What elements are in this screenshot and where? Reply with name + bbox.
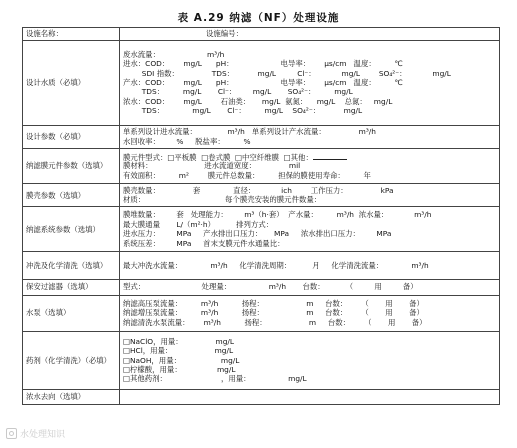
row-line: □HCl，用量： mg/L [123, 346, 234, 356]
other-type-blank[interactable] [313, 152, 347, 160]
row-label: 纳滤系统参数（选填） [23, 207, 120, 252]
row-line: 材质： 每个膜壳安装的膜元件数量： [123, 195, 322, 205]
row-line: 单系列设计进水流量： m³/h 单系列设计产水流量： m³/h [123, 127, 376, 137]
watermark [6, 427, 65, 440]
row-label: 药剂（化学清洗）（必填） [23, 331, 120, 389]
row-line: 纳滤清洗水泵流量： m³/h 扬程： m 台数： （ 用 备） [123, 317, 427, 327]
table-row [23, 40, 500, 125]
table-row [23, 390, 500, 405]
row-content [120, 125, 500, 148]
table-row [23, 207, 500, 252]
row-line: SDI 指数： TDS： mg/L Cl⁻： mg/L SO₄²⁻： mg/L [123, 68, 451, 78]
row-line: □NaOH，用量： mg/L [123, 355, 240, 365]
table-row [23, 331, 500, 389]
row-line: 最大冲洗水流量： m³/h 化学清洗周期： 月 化学清洗流量： m³/h [123, 260, 429, 270]
camera-icon [6, 428, 17, 439]
row-label: 冲洗及化学清洗（选填） [23, 252, 120, 280]
row-content [120, 207, 500, 252]
row-line [123, 392, 496, 401]
row-content [120, 279, 500, 295]
row-line: 进水：COD： mg/L pH： 电导率： μs/cm 温度： ℃ [123, 59, 403, 69]
row-line: 膜材料： 进水流道宽度： mil [123, 161, 301, 171]
facility-id-cell [120, 28, 500, 41]
row-line: 浓水：COD： mg/L 石油类： mg/L 氨氮： mg/L 总氮： mg/L [123, 96, 393, 106]
row-content [120, 390, 500, 405]
row-label: 水泵（选填） [23, 295, 120, 331]
row-content [120, 252, 500, 280]
table-row [23, 149, 500, 184]
row-content [120, 184, 500, 207]
row-line: 膜元件型式：□平板膜 □卷式膜 □中空纤维膜 □其他： [123, 152, 496, 161]
row-line: 纳滤增压泵流量： m³/h 扬程： m 台数： （ 用 备） [123, 308, 424, 318]
row-content [120, 40, 500, 125]
row-line: TDS： mg/L Cl⁻： mg/L SO₄²⁻： mg/L [123, 87, 353, 97]
row-line: 最大膜通量 L/（m²·h） 排列方式： [123, 219, 274, 229]
row-content [120, 295, 500, 331]
facility-name-cell [23, 28, 120, 41]
row-line: 进水压力： MPa 产水排出口压力： MPa 浓水排出口压力： MPa [123, 229, 392, 239]
table-title: 表 A.29 纳滤（NF）处理设施 [177, 12, 340, 24]
row-line: □NaClO，用量： mg/L [123, 336, 235, 346]
row-label: 设计参数（必填） [23, 125, 120, 148]
row-line: TDS： mg/L Cl⁻： mg/L SO₄²⁻： mg/L [123, 106, 363, 116]
row-line: 型式： 处理量： m³/h 台数： （ 用 备） [123, 282, 418, 292]
table-row [23, 125, 500, 148]
watermark-text: 水处理知识 [20, 430, 66, 440]
row-line: 膜堆数量： 套 处理能力： m³（h·套） 产水量： m³/h 浓水量： m³/h [123, 210, 432, 220]
row-label: 浓水去向（选填） [23, 390, 120, 405]
row-line: 膜壳数量： 套 直径： ich 工作压力： kPa [123, 185, 394, 195]
row-content [120, 149, 500, 184]
row-line: 纳滤高压泵流量： m³/h 扬程： m 台数： （ 用 备） [123, 299, 424, 309]
table-row [23, 279, 500, 295]
table-row [23, 295, 500, 331]
row-label: 设计水质（必填） [23, 40, 120, 125]
facility-name-label: 设施名称： [26, 29, 63, 39]
row-line: 有效面积： m² 膜元件总数量： 担保的膜使用寿命： 年 [123, 170, 371, 180]
row-line: 废水流量： m³/h [123, 49, 225, 59]
table-row [23, 184, 500, 207]
nf-facility-form-table [22, 27, 500, 405]
row-label: 纳滤膜元件参数（选填） [23, 149, 120, 184]
row-content [120, 331, 500, 389]
row-line: 产水：COD： mg/L pH： 电导率： μs/cm 温度： ℃ [123, 78, 403, 88]
facility-id-label: 设施编号： [206, 29, 243, 39]
row-line: □其他药剂： ，用量： mg/L [123, 374, 307, 384]
table-row [23, 252, 500, 280]
header-row [23, 28, 500, 41]
row-label: 保安过滤器（选填） [23, 279, 120, 295]
row-label: 膜壳参数（选填） [23, 184, 120, 207]
row-line: 水回收率： % 脱盐率： % [123, 136, 251, 146]
row-line: 系统压差： MPa 首末支膜元件水通量比： [123, 238, 285, 248]
row-line: □柠檬酸，用量： mg/L [123, 365, 236, 375]
